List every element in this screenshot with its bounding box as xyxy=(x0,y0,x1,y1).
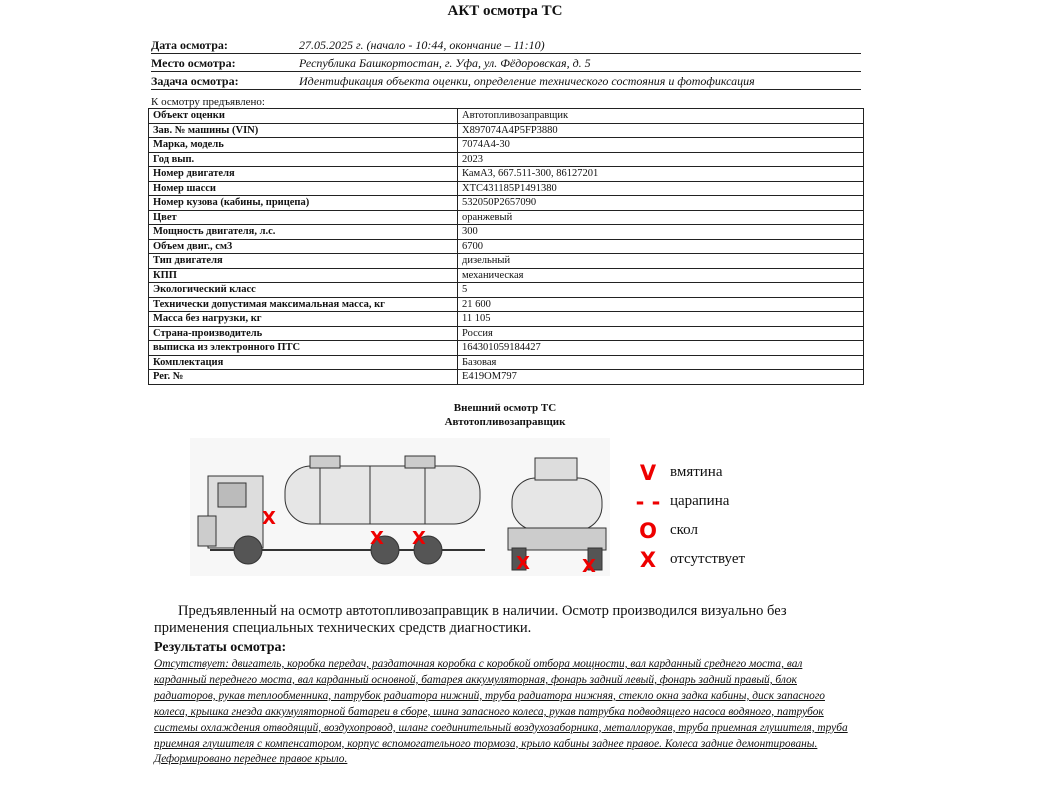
missing-symbol: X xyxy=(639,547,657,572)
spec-row xyxy=(149,225,864,240)
spec-table xyxy=(148,108,864,385)
spec-row xyxy=(149,167,864,182)
spec-row xyxy=(149,326,864,341)
meta-value: Идентификация объекта оценки, определение технического состояния и фотофиксация xyxy=(299,74,755,88)
inspection-paragraph: Предъявленный на осмотр автотопливозаправщик в наличии. Осмотр производился визуально без применения специальных технических средств диагностики. xyxy=(154,603,787,636)
spec-row xyxy=(149,138,864,153)
meta-row-date xyxy=(151,36,861,54)
spec-value: механическая xyxy=(458,268,864,283)
spec-key: Рег. № xyxy=(149,370,458,385)
spec-key: Масса без нагрузки, кг xyxy=(149,312,458,327)
spec-key: Тип двигателя xyxy=(149,254,458,269)
spec-row xyxy=(149,341,864,356)
spec-key: Комплектация xyxy=(149,355,458,370)
spec-value: 532050P2657090 xyxy=(458,196,864,211)
legend-item xyxy=(626,487,745,516)
legend-item xyxy=(626,458,745,487)
legend-text: отсутствует xyxy=(670,551,746,567)
spec-value: 5 xyxy=(458,283,864,298)
spec-value: 300 xyxy=(458,225,864,240)
spec-row xyxy=(149,312,864,327)
meta-section xyxy=(151,36,861,90)
damage-mark-x: X xyxy=(516,553,530,574)
spec-key: выписка из электронного ПТС xyxy=(149,341,458,356)
results-text: Отсутствует: двигатель, коробка передач, раздаточная коробка с коробкой отбора мощности, вал карданный среднего моста, вал карданный переднего моста, вал карданный основной, батарея аккумуляторная, фонарь задний левый, фонарь задний правый, блок радиаторов, рукав теплообменника, патрубок радиатора нижний, труба радиатора нижняя, стекло окна задка кабины, диск запасного колеса, крышка гнезда аккумуляторной батареи в сборе, шина запасного колеса, рукав патрубка подводящего насоса водяного, патрубок системы охлаждения отводящий, воздухопровод, шланг соединительный воздухозаборника, металлорукав, труба приемная глушителя, труба приемная глушителя с компенсатором, корпус вспомогательного тормоза, крыло кабины заднее правое. Колеса задние демонтированы. Деформировано переднее правое крыло. xyxy=(154,658,848,766)
spec-row xyxy=(149,268,864,283)
spec-value: Автотопливозаправщик xyxy=(458,109,864,124)
meta-value: Республика Башкортостан, г. Уфа, ул. Фёдоровская, д. 5 xyxy=(299,56,591,70)
spec-value: 11 105 xyxy=(458,312,864,327)
spec-key: КПП xyxy=(149,268,458,283)
spec-value: Е419ОМ797 xyxy=(458,370,864,385)
spec-value: дизельный xyxy=(458,254,864,269)
spec-row xyxy=(149,297,864,312)
spec-row xyxy=(149,109,864,124)
spec-caption: К осмотру предъявлено: xyxy=(151,96,265,108)
spec-key: Экологический класс xyxy=(149,283,458,298)
results-heading: Результаты осмотра: xyxy=(154,640,287,655)
spec-row xyxy=(149,355,864,370)
spec-key: Страна-производитель xyxy=(149,326,458,341)
meta-label: Место осмотра: xyxy=(151,56,236,70)
legend-text: царапина xyxy=(670,493,730,509)
spec-value: 7074A4-30 xyxy=(458,138,864,153)
truck-side-view xyxy=(190,438,610,576)
spec-key: Год вып. xyxy=(149,152,458,167)
spec-value: XTC431185P1491380 xyxy=(458,181,864,196)
damage-mark-x: X xyxy=(262,508,276,529)
damage-mark-x: X xyxy=(412,528,426,549)
document-title: АКТ осмотра ТС xyxy=(447,3,563,19)
spec-row xyxy=(149,370,864,385)
spec-row xyxy=(149,152,864,167)
meta-label: Задача осмотра: xyxy=(151,74,239,88)
meta-value: 27.05.2025 г. (начало - 10:44, окончание – 11:10) xyxy=(299,38,545,52)
legend-text: вмятина xyxy=(670,464,723,480)
spec-value: 164301059184427 xyxy=(458,341,864,356)
spec-key: Номер кузова (кабины, прицепа) xyxy=(149,196,458,211)
spec-row xyxy=(149,283,864,298)
spec-row xyxy=(149,239,864,254)
legend-item xyxy=(626,545,745,574)
spec-value: Россия xyxy=(458,326,864,341)
spec-value: 21 600 xyxy=(458,297,864,312)
damage-legend xyxy=(626,458,745,574)
chip-symbol: O xyxy=(639,518,657,543)
damage-mark-x: X xyxy=(582,556,596,576)
spec-value: оранжевый xyxy=(458,210,864,225)
spec-key: Объект оценки xyxy=(149,109,458,124)
dent-symbol: V xyxy=(639,460,657,485)
spec-key: Марка, модель xyxy=(149,138,458,153)
legend-text: скол xyxy=(670,522,698,538)
meta-label: Дата осмотра: xyxy=(151,38,228,52)
spec-key: Номер шасси xyxy=(149,181,458,196)
spec-row xyxy=(149,181,864,196)
spec-value: Базовая xyxy=(458,355,864,370)
spec-row xyxy=(149,254,864,269)
damage-mark-x: X xyxy=(370,528,384,549)
legend-item xyxy=(626,516,745,545)
inspection-subheading: Автотопливозаправщик xyxy=(444,416,566,428)
spec-key: Объем двиг., см3 xyxy=(149,239,458,254)
meta-row-place xyxy=(151,54,861,72)
spec-value: 2023 xyxy=(458,152,864,167)
spec-row xyxy=(149,196,864,211)
spec-value: КамАЗ, 667.511-300, 86127201 xyxy=(458,167,864,182)
truck-diagram xyxy=(190,438,610,576)
spec-value: X897074A4P5FP3880 xyxy=(458,123,864,138)
spec-row xyxy=(149,123,864,138)
spec-row xyxy=(149,210,864,225)
spec-key: Технически допустимая максимальная масса, кг xyxy=(149,297,458,312)
meta-row-task xyxy=(151,72,861,90)
spec-value: 6700 xyxy=(458,239,864,254)
spec-key: Цвет xyxy=(149,210,458,225)
spec-key: Зав. № машины (VIN) xyxy=(149,123,458,138)
scratch-symbol: - - xyxy=(635,489,661,514)
inspection-heading: Внешний осмотр ТС xyxy=(453,402,557,414)
spec-key: Номер двигателя xyxy=(149,167,458,182)
spec-key: Мощность двигателя, л.с. xyxy=(149,225,458,240)
